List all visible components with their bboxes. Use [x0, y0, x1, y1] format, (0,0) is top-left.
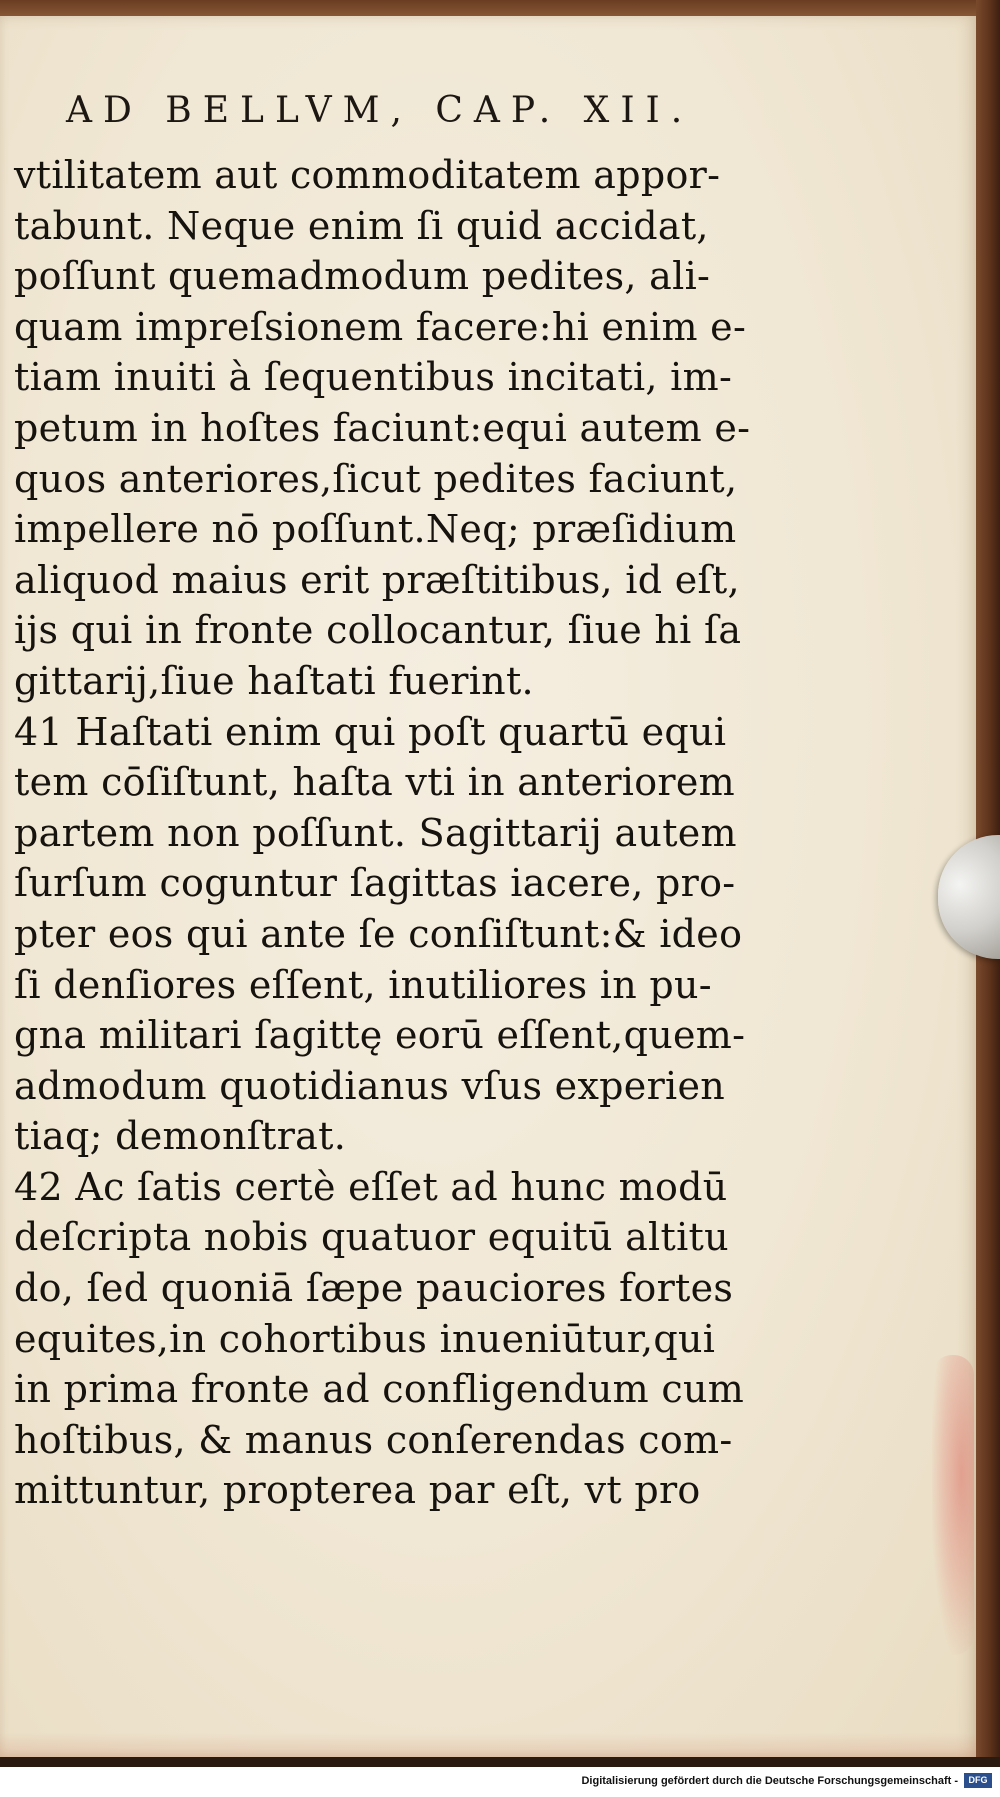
text-line: gna militari ſagittę eorū eſſent,quem-	[14, 1013, 746, 1058]
text-line: aliquod maius erit præſtitibus, id eſt,	[14, 557, 740, 602]
dfg-logo: DFG	[964, 1773, 992, 1788]
text-line: mittuntur, propterea par eſt, vt pro	[14, 1468, 701, 1513]
text-line: quam impreſsionem facere:hi enim e-	[14, 304, 747, 349]
text-line: 41 Haſtati enim qui poſt quartū equi	[14, 709, 727, 754]
text-line: gittarij,ſiue haſtati fuerint.	[14, 658, 534, 703]
text-block	[14, 150, 759, 1516]
text-line: tiaq; demonſtrat.	[14, 1114, 347, 1159]
running-head: AD BELLVM, CAP. XII.	[66, 90, 694, 131]
text-line: partem non poſſunt. Sagittarij autem	[14, 810, 737, 855]
page-bottom-discoloration	[0, 1733, 978, 1759]
text-line: impellere nō poſſunt.Neq; præſidium	[14, 507, 737, 552]
text-line: 42 Ac ſatis certè eſſet ad hunc modū	[14, 1164, 728, 1209]
text-line: petum in hoſtes faciunt:equi autem e-	[14, 405, 751, 450]
text-line: poſſunt quemadmodum pedites, ali-	[14, 254, 711, 299]
text-line: quos anteriores,ſicut pedites faciunt,	[14, 456, 738, 501]
text-line: pter eos qui ante ſe conſiſtunt:& ideo	[14, 911, 743, 956]
text-line: in prima fronte ad confligendum cum	[14, 1367, 745, 1412]
text-line: tiam inuiti à ſequentibus incitati, im-	[14, 355, 733, 400]
page-stain	[932, 1355, 974, 1655]
text-line: tabunt. Neque enim ſi quid accidat,	[14, 203, 709, 248]
text-line: ſurſum coguntur ſagittas iacere, pro-	[14, 861, 736, 906]
book-bottom-edge	[0, 1757, 1000, 1767]
text-line: vtilitatem aut commoditatem appor-	[14, 153, 721, 197]
digitization-credit: Digitalisierung gefördert durch die Deutsche Forschungsgemeinschaft -	[581, 1775, 958, 1787]
text-line: admodum quotidianus vſus experien	[14, 1063, 726, 1108]
text-line: deſcripta nobis quatuor equitū altitu	[14, 1215, 729, 1260]
text-line: equites,in cohortibus inueniūtur,qui	[14, 1316, 716, 1361]
text-line: ijs qui in fronte collocantur, ſiue hi ſa	[14, 608, 742, 653]
text-line: ſi denſiores eſſent, inutiliores in pu-	[14, 962, 712, 1007]
text-line: do, ſed quoniā ſæpe pauciores fortes	[14, 1266, 734, 1311]
text-line: hoſtibus, & manus conſerendas com-	[14, 1417, 733, 1462]
text-line: tem cōſiſtunt, haſta vti in anteriorem	[14, 760, 736, 805]
footer-bar	[0, 1767, 1000, 1797]
